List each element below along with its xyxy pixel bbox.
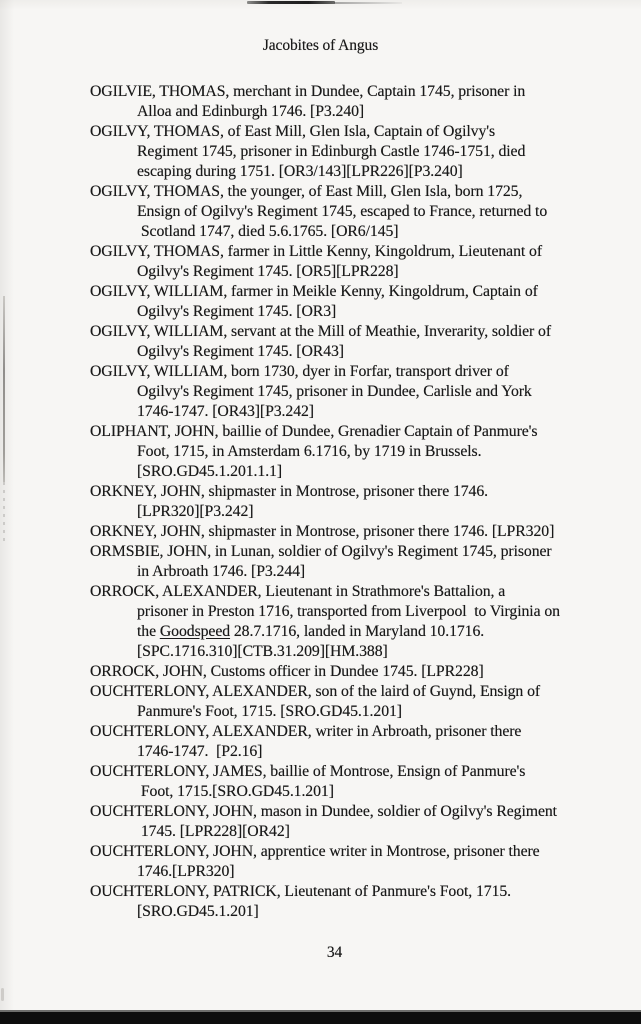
- directory-entry: [90, 722, 625, 762]
- entry-line: OGILVY, WILLIAM, servant at the Mill of Meathie, Inverarity, soldier of: [90, 323, 551, 340]
- directory-entry: [90, 362, 625, 422]
- entry-line: Ogilvy's Regiment 1745. [OR3]: [137, 303, 337, 320]
- directory-entry: [90, 522, 625, 542]
- directory-entry: [90, 542, 625, 582]
- directory-entry: [90, 762, 625, 802]
- entry-list: [90, 82, 625, 922]
- scan-artifact-bottom-bar: [0, 1010, 641, 1024]
- entry-line: [SRO.GD45.1.201]: [137, 903, 259, 920]
- directory-entry: [90, 582, 625, 662]
- entry-line: 1746-1747. [OR43][P3.242]: [137, 403, 314, 420]
- entry-line: OGILVY, THOMAS, the younger, of East Mill, Glen Isla, born 1725,: [90, 183, 523, 200]
- underlined-ship-name: Goodspeed: [159, 623, 231, 640]
- entry-line: the Goodspeed 28.7.1716, landed in Maryland 10.1716.: [137, 623, 485, 640]
- entry-line: OUCHTERLONY, PATRICK, Lieutenant of Panmure's Foot, 1715.: [90, 883, 512, 900]
- entry-line: OGILVY, WILLIAM, farmer in Meikle Kenny, Kingoldrum, Captain of: [90, 283, 538, 300]
- entry-line: OGILVY, THOMAS, of East Mill, Glen Isla, Captain of Ogilvy's: [90, 123, 496, 140]
- entry-line: [SRO.GD45.1.201.1.1]: [137, 463, 283, 480]
- entry-line: ORKNEY, JOHN, shipmaster in Montrose, prisoner there 1746. [LPR320]: [90, 523, 555, 540]
- entry-line: OUCHTERLONY, ALEXANDER, son of the laird of Guynd, Ensign of: [90, 683, 541, 700]
- entry-line: 1745. [LPR228][OR42]: [137, 823, 290, 840]
- entry-line: escaping during 1751. [OR3/143][LPR226][P3.240]: [137, 163, 463, 180]
- directory-entry: [90, 682, 625, 722]
- scan-artifact-top-smear: [334, 2, 402, 4]
- entry-line: ORROCK, JOHN, Customs officer in Dundee 1745. [LPR228]: [90, 663, 484, 680]
- directory-entry: [90, 322, 625, 362]
- scan-artifact-left-line-faint: [3, 482, 5, 544]
- scan-artifact-left-speck: [1, 988, 4, 1001]
- directory-entry: [90, 242, 625, 282]
- directory-entry: [90, 482, 625, 522]
- entry-line: Regiment 1745, prisoner in Edinburgh Castle 1746-1751, died: [137, 143, 526, 160]
- entry-line: OGILVIE, THOMAS, merchant in Dundee, Captain 1745, prisoner in: [90, 83, 526, 100]
- entry-line: Alloa and Edinburgh 1746. [P3.240]: [137, 103, 365, 120]
- scan-artifact-top-bar: [247, 1, 335, 4]
- directory-entry: [90, 802, 625, 842]
- entry-line: Foot, 1715.[SRO.GD45.1.201]: [137, 783, 334, 800]
- directory-entry: [90, 422, 625, 482]
- entry-line: ORMSBIE, JOHN, in Lunan, soldier of Ogilvy's Regiment 1745, prisoner: [90, 543, 552, 560]
- entry-line: 1746.[LPR320]: [137, 863, 235, 880]
- entry-line: Ogilvy's Regiment 1745. [OR43]: [137, 343, 344, 360]
- scan-artifact-left-line: [3, 296, 5, 482]
- entry-line: Panmure's Foot, 1715. [SRO.GD45.1.201]: [137, 703, 402, 720]
- entry-line: 1746-1747. [P2.16]: [137, 743, 263, 760]
- directory-entry: [90, 122, 625, 182]
- directory-entry: [90, 842, 625, 882]
- entry-line: Foot, 1715, in Amsterdam 6.1716, by 1719 in Brussels.: [137, 443, 482, 460]
- entry-line: OUCHTERLONY, JOHN, mason in Dundee, soldier of Ogilvy's Regiment: [90, 803, 557, 820]
- page-number: 34: [326, 944, 343, 961]
- entry-line: OGILVY, WILLIAM, born 1730, dyer in Forfar, transport driver of: [90, 363, 509, 380]
- entry-line: Ogilvy's Regiment 1745. [OR5][LPR228]: [137, 263, 399, 280]
- entry-line: OUCHTERLONY, JOHN, apprentice writer in Montrose, prisoner there: [90, 843, 540, 860]
- entry-line: ORKNEY, JOHN, shipmaster in Montrose, prisoner there 1746.: [90, 483, 489, 500]
- entry-line: Scotland 1747, died 5.6.1765. [OR6/145]: [137, 223, 399, 240]
- directory-entry: [90, 882, 625, 922]
- directory-entry: [90, 182, 625, 242]
- entry-line: OUCHTERLONY, ALEXANDER, writer in Arbroath, prisoner there: [90, 723, 522, 740]
- entry-line: prisoner in Preston 1716, transported from Liverpool to Virginia on: [137, 603, 560, 620]
- directory-entry: [90, 662, 625, 682]
- entry-line: OUCHTERLONY, JAMES, baillie of Montrose, Ensign of Panmure's: [90, 763, 526, 780]
- directory-entry: [90, 282, 625, 322]
- entry-line: [LPR320][P3.242]: [137, 503, 254, 520]
- entry-line: Ensign of Ogilvy's Regiment 1745, escaped to France, returned to: [137, 203, 548, 220]
- running-head: Jacobites of Angus: [262, 37, 379, 54]
- entry-line: ORROCK, ALEXANDER, Lieutenant in Strathmore's Battalion, a: [90, 583, 506, 600]
- entry-line: OGILVY, THOMAS, farmer in Little Kenny, Kingoldrum, Lieutenant of: [90, 243, 542, 260]
- entry-line: [SPC.1716.310][CTB.31.209][HM.388]: [137, 643, 388, 660]
- entry-line: in Arbroath 1746. [P3.244]: [137, 563, 306, 580]
- entry-line: OLIPHANT, JOHN, baillie of Dundee, Grenadier Captain of Panmure's: [90, 423, 538, 440]
- directory-entry: [90, 82, 625, 122]
- entry-line: Ogilvy's Regiment 1745, prisoner in Dundee, Carlisle and York: [137, 383, 532, 400]
